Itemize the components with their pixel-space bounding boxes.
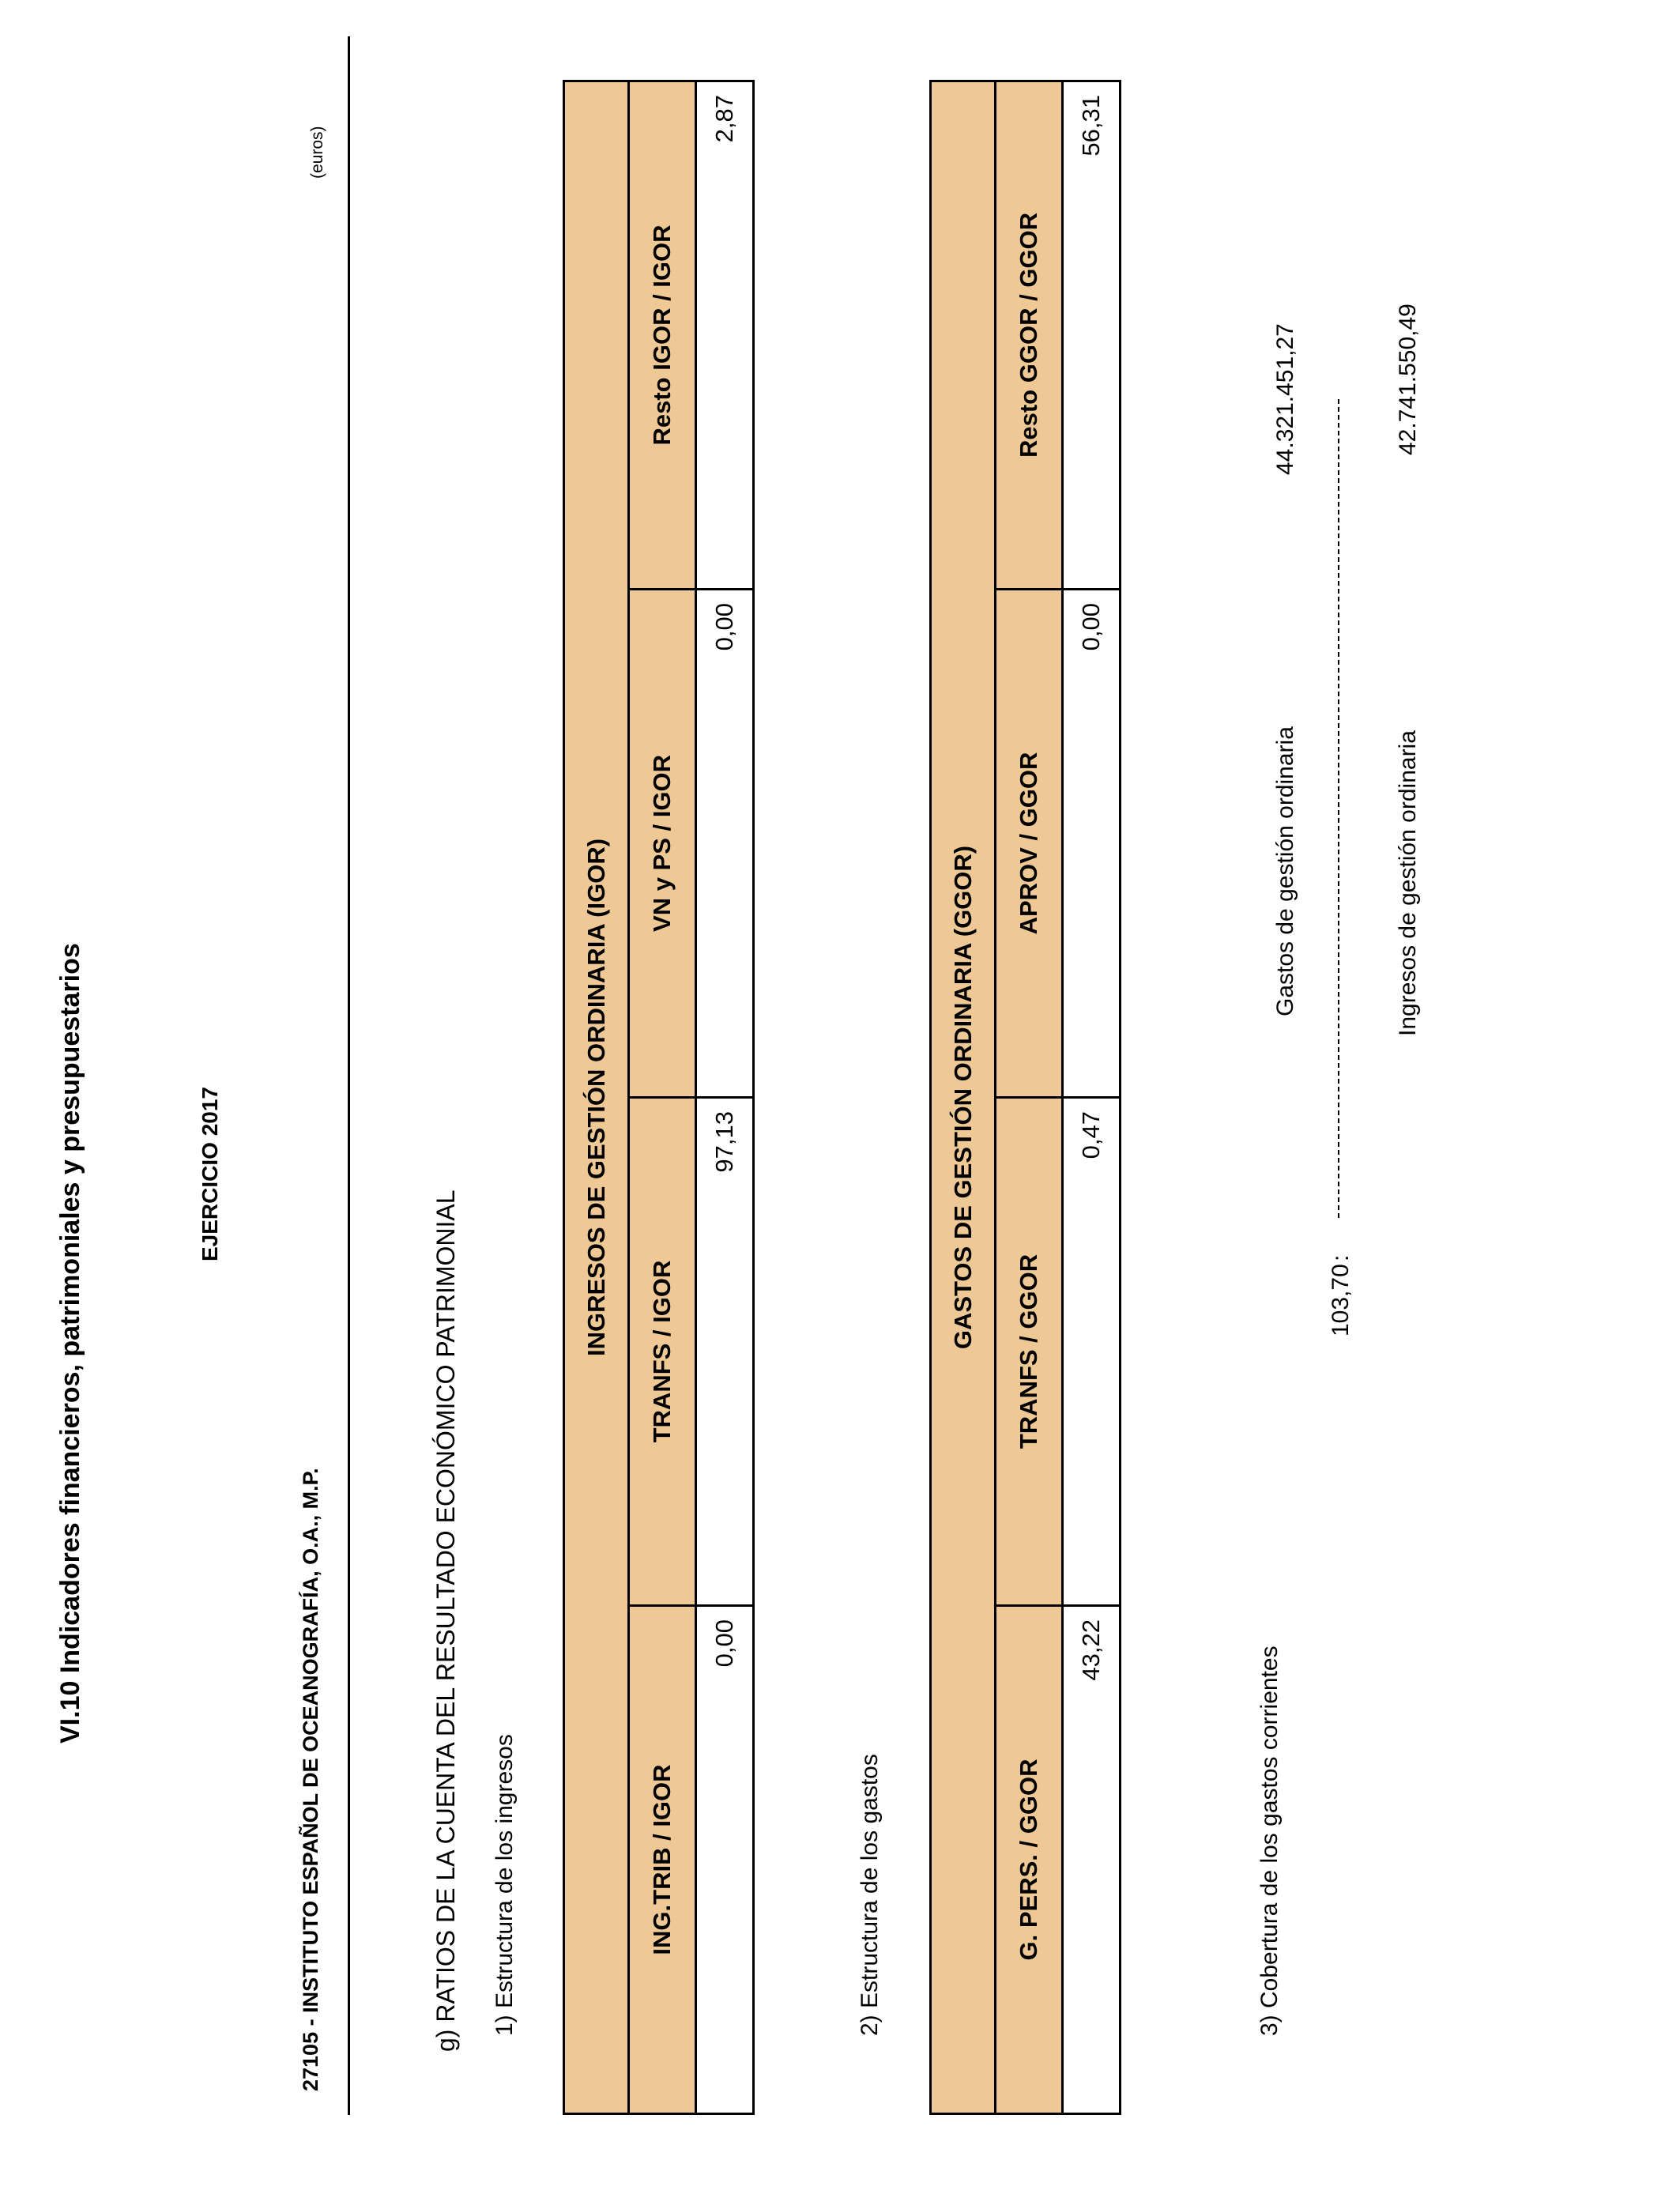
ingresos-col-header: Resto IGOR / IGOR: [629, 81, 696, 590]
gastos-col-header: APROV / GGOR: [996, 590, 1063, 1098]
ingresos-col-header: ING.TRIB / IGOR: [629, 1606, 696, 2114]
ingresos-value-cell: 2,87: [696, 81, 754, 590]
ingresos-value-cell: 97,13: [696, 1098, 754, 1606]
section-title: g) RATIOS DE LA CUENTA DEL RESULTADO ECONÓMICO PATRIMONIAL: [431, 1189, 460, 2052]
units-label: (euros): [308, 126, 326, 179]
gastos-value-cell: 0,00: [1063, 590, 1121, 1098]
fraction-line: [1338, 399, 1339, 1218]
ingresos-section-label: 1) Estructura de los ingresos: [492, 1734, 518, 2036]
gastos-table: [929, 80, 1121, 2115]
ingresos-value-cell: 0,00: [696, 1606, 754, 2114]
gastos-col-header: TRANFS / GGOR: [996, 1098, 1063, 1606]
entity-name: 27105 - INSTITUTO ESPAÑOL DE OCEANOGRAFÍA, O.A., M.P.: [299, 1468, 322, 2091]
header-divider: [348, 36, 350, 2115]
gastos-col-header: G. PERS. / GGOR: [996, 1606, 1063, 2114]
gastos-value-cell: 43,22: [1063, 1606, 1121, 2114]
fiscal-year: EJERCICIO 2017: [198, 1087, 222, 1261]
cobertura-separator: :: [1328, 1254, 1354, 1261]
gastos-main-header: GASTOS DE GESTIÓN ORDINARIA (GGOR): [931, 81, 996, 2114]
ingresos-col-header: TRANFS / IGOR: [629, 1098, 696, 1606]
ingresos-table: [563, 80, 755, 2115]
ingresos-value-cell: 0,00: [696, 590, 754, 1098]
denominator-value: 42.741.550,49: [1395, 303, 1421, 455]
denominator-label: Ingresos de gestión ordinaria: [1395, 730, 1421, 1036]
page-title: VI.10 Indicadores financieros, patrimoniales y presupuestarios: [55, 943, 85, 1744]
numerator-label: Gastos de gestión ordinaria: [1272, 726, 1298, 1016]
cobertura-value: 103,70: [1328, 1264, 1354, 1336]
gastos-col-header: Resto GGOR / GGOR: [996, 81, 1063, 590]
cobertura-label: 3) Cobertura de los gastos corrientes: [1256, 1646, 1283, 2036]
gastos-value-cell: 56,31: [1063, 81, 1121, 590]
gastos-section-label: 2) Estructura de los gastos: [857, 1754, 883, 2036]
ingresos-col-header: VN y PS / IGOR: [629, 590, 696, 1098]
gastos-value-cell: 0,47: [1063, 1098, 1121, 1606]
ingresos-main-header: INGRESOS DE GESTIÓN ORDINARIA (IGOR): [564, 81, 629, 2114]
numerator-value: 44.321.451,27: [1272, 323, 1298, 475]
